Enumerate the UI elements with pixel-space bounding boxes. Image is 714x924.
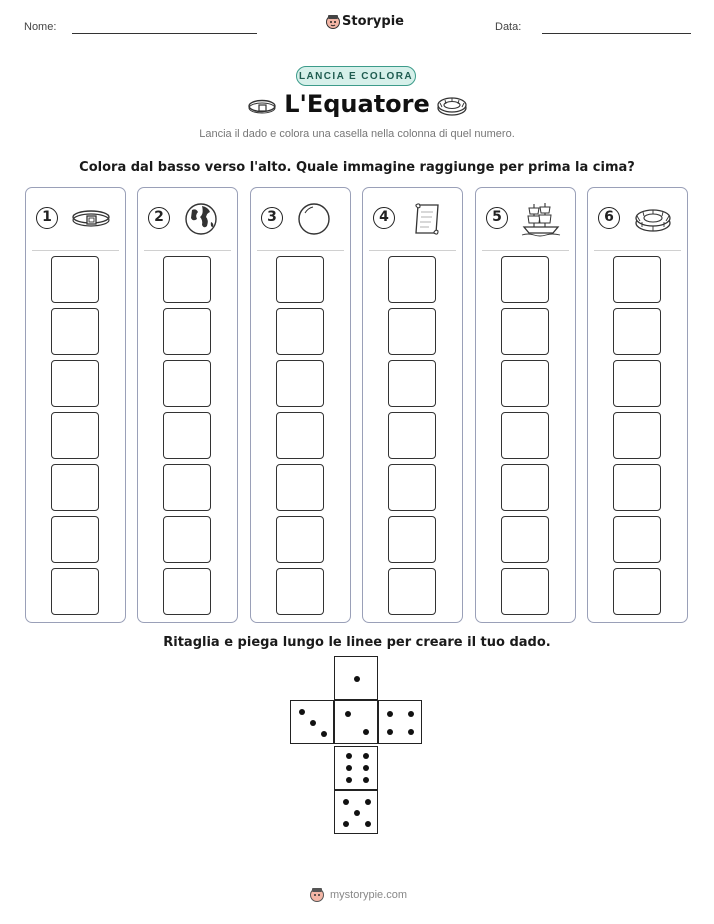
color-box[interactable] [613, 360, 661, 407]
color-box[interactable] [613, 256, 661, 303]
column-number: 5 [486, 207, 508, 229]
column-number: 4 [373, 207, 395, 229]
dice-pip [354, 810, 360, 816]
dice-pip [299, 709, 305, 715]
color-box[interactable] [276, 412, 324, 459]
name-write-line[interactable] [72, 33, 257, 34]
dice-face-4 [378, 700, 422, 744]
color-box[interactable] [501, 516, 549, 563]
color-box[interactable] [501, 360, 549, 407]
color-box[interactable] [51, 256, 99, 303]
color-box[interactable] [388, 256, 436, 303]
column-header [26, 188, 125, 250]
color-box[interactable] [276, 568, 324, 615]
stone-ring-icon [436, 95, 468, 117]
dice-pip [387, 729, 393, 735]
dice-face-1 [334, 656, 378, 700]
color-box[interactable] [501, 464, 549, 511]
column-divider [257, 250, 344, 251]
sailing-ship-icon [520, 200, 562, 238]
column-2 [137, 187, 238, 623]
column-header [251, 188, 350, 250]
dice-pip [363, 777, 369, 783]
dice-net [290, 656, 424, 834]
dice-pip [408, 729, 414, 735]
dice-face-2 [334, 700, 378, 744]
column-6 [587, 187, 688, 623]
dice-face-3 [290, 700, 334, 744]
page-title: L'Equatore [284, 90, 430, 118]
activity-badge: LANCIA E COLORA [296, 66, 416, 86]
dice-pip [310, 720, 316, 726]
dice-pip [343, 799, 349, 805]
column-divider [144, 250, 231, 251]
column-number: 1 [36, 207, 58, 229]
column-divider [482, 250, 569, 251]
color-box[interactable] [51, 516, 99, 563]
color-box[interactable] [163, 464, 211, 511]
dice-pip [343, 821, 349, 827]
color-box[interactable] [163, 360, 211, 407]
footer-logo-icon [309, 886, 325, 902]
storypie-logo-icon [325, 13, 341, 29]
color-box[interactable] [613, 516, 661, 563]
page-subtitle: Lancia il dado e colora una casella nella colonna di quel numero. [199, 128, 515, 140]
column-4 [362, 187, 463, 623]
color-box[interactable] [613, 568, 661, 615]
color-box[interactable] [388, 412, 436, 459]
color-box[interactable] [51, 308, 99, 355]
color-box[interactable] [51, 568, 99, 615]
column-1 [25, 187, 126, 623]
dice-instruction: Ritaglia e piega lungo le linee per creare il tuo dado. [163, 635, 551, 650]
dice-pip [354, 676, 360, 682]
sphere-icon [295, 200, 337, 238]
color-box[interactable] [163, 412, 211, 459]
dice-pip [408, 711, 414, 717]
board-instruction: Colora dal basso verso l'alto. Quale immagine raggiunge per prima la cima? [79, 160, 635, 175]
color-box[interactable] [501, 256, 549, 303]
dice-pip [363, 765, 369, 771]
column-header [588, 188, 687, 250]
color-box[interactable] [276, 360, 324, 407]
column-number: 2 [148, 207, 170, 229]
column-header [363, 188, 462, 250]
globe-icon [182, 200, 224, 238]
date-write-line[interactable] [542, 33, 691, 34]
scroll-map-icon [407, 200, 449, 238]
color-box[interactable] [276, 464, 324, 511]
color-box[interactable] [501, 568, 549, 615]
dice-face-6 [334, 746, 378, 790]
dice-pip [363, 729, 369, 735]
color-box[interactable] [276, 256, 324, 303]
stone-ring-icon [632, 200, 674, 238]
dice-pip [346, 777, 352, 783]
color-box[interactable] [388, 516, 436, 563]
column-divider [594, 250, 681, 251]
column-5 [475, 187, 576, 623]
color-box[interactable] [163, 516, 211, 563]
color-box[interactable] [388, 308, 436, 355]
column-number: 6 [598, 207, 620, 229]
column-header [138, 188, 237, 250]
color-box[interactable] [276, 308, 324, 355]
belt-icon [70, 200, 112, 238]
color-box[interactable] [501, 412, 549, 459]
color-box[interactable] [163, 308, 211, 355]
dice-pip [345, 711, 351, 717]
column-divider [369, 250, 456, 251]
color-box[interactable] [163, 568, 211, 615]
column-header [476, 188, 575, 250]
dice-pip [346, 753, 352, 759]
dice-pip [363, 753, 369, 759]
color-box[interactable] [163, 256, 211, 303]
color-box[interactable] [388, 360, 436, 407]
dice-pip [387, 711, 393, 717]
color-box[interactable] [613, 412, 661, 459]
color-box[interactable] [276, 516, 324, 563]
dice-pip [365, 821, 371, 827]
date-label: Data: [495, 21, 522, 33]
color-box[interactable] [51, 360, 99, 407]
color-box[interactable] [51, 412, 99, 459]
color-box[interactable] [51, 464, 99, 511]
color-box[interactable] [613, 308, 661, 355]
color-box[interactable] [501, 308, 549, 355]
color-box[interactable] [613, 464, 661, 511]
column-number: 3 [261, 207, 283, 229]
dice-pip [365, 799, 371, 805]
dice-pip [321, 731, 327, 737]
brand-name: Storypie [342, 14, 404, 29]
name-label: Nome: [24, 21, 57, 33]
color-box[interactable] [388, 464, 436, 511]
column-divider [32, 250, 119, 251]
dice-pip [346, 765, 352, 771]
footer-url[interactable]: mystorypie.com [330, 889, 408, 901]
column-3 [250, 187, 351, 623]
dice-face-5 [334, 790, 378, 834]
color-box[interactable] [388, 568, 436, 615]
